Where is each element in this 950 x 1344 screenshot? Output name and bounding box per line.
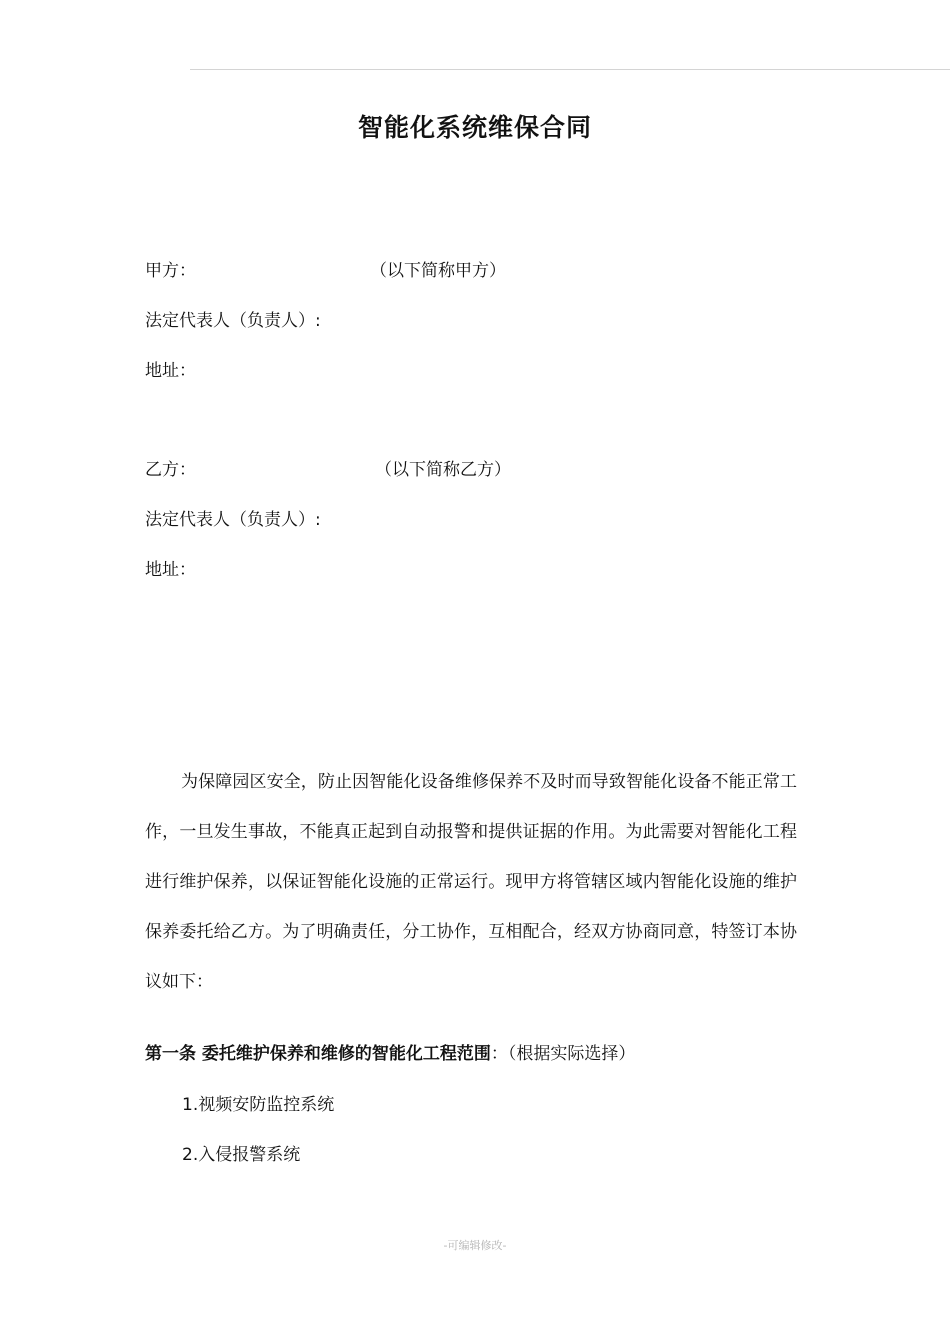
party-b-line bbox=[145, 458, 511, 482]
party-b-label: 乙方： bbox=[145, 460, 196, 480]
party-a-line bbox=[145, 259, 506, 283]
header-rule bbox=[190, 69, 950, 70]
party-a-label: 甲方： bbox=[145, 261, 196, 281]
article-1-title: 第一条 委托维护保养和维修的智能化工程范围 bbox=[145, 1044, 491, 1064]
party-b-alias: （以下简称乙方） bbox=[375, 460, 511, 480]
list-item: 2.入侵报警系统 bbox=[182, 1145, 301, 1165]
article-1-note: ：（根据实际选择） bbox=[490, 1044, 636, 1064]
party-a-address: 地址： bbox=[145, 361, 196, 381]
party-b-representative: 法定代表人（负责人）: bbox=[145, 510, 321, 530]
party-a-alias: （以下简称甲方） bbox=[370, 261, 506, 281]
article-1-heading bbox=[145, 1042, 635, 1066]
list-item: 1.视频安防监控系统 bbox=[182, 1095, 335, 1115]
document-title: 智能化系统维保合同 bbox=[357, 113, 592, 142]
party-a-representative: 法定代表人（负责人）: bbox=[145, 311, 321, 331]
footer-note: -可编辑修改- bbox=[443, 1239, 507, 1252]
intro-paragraph: 为保障园区安全，防止因智能化设备维修保养不及时而导致智能化设备不能正常工作，一旦发生事故，不能真正起到自动报警和提供证据的作用。为此需要对智能化工程进行维护保养，以保证智能化设施的正常运行。现甲方将管辖区域内智能化设施的维护保养委托给乙方。为了明确责任，分工协作，互相配合，经双方协商同意，特签订本协议如下： bbox=[145, 772, 797, 992]
party-b-address: 地址： bbox=[145, 560, 196, 580]
